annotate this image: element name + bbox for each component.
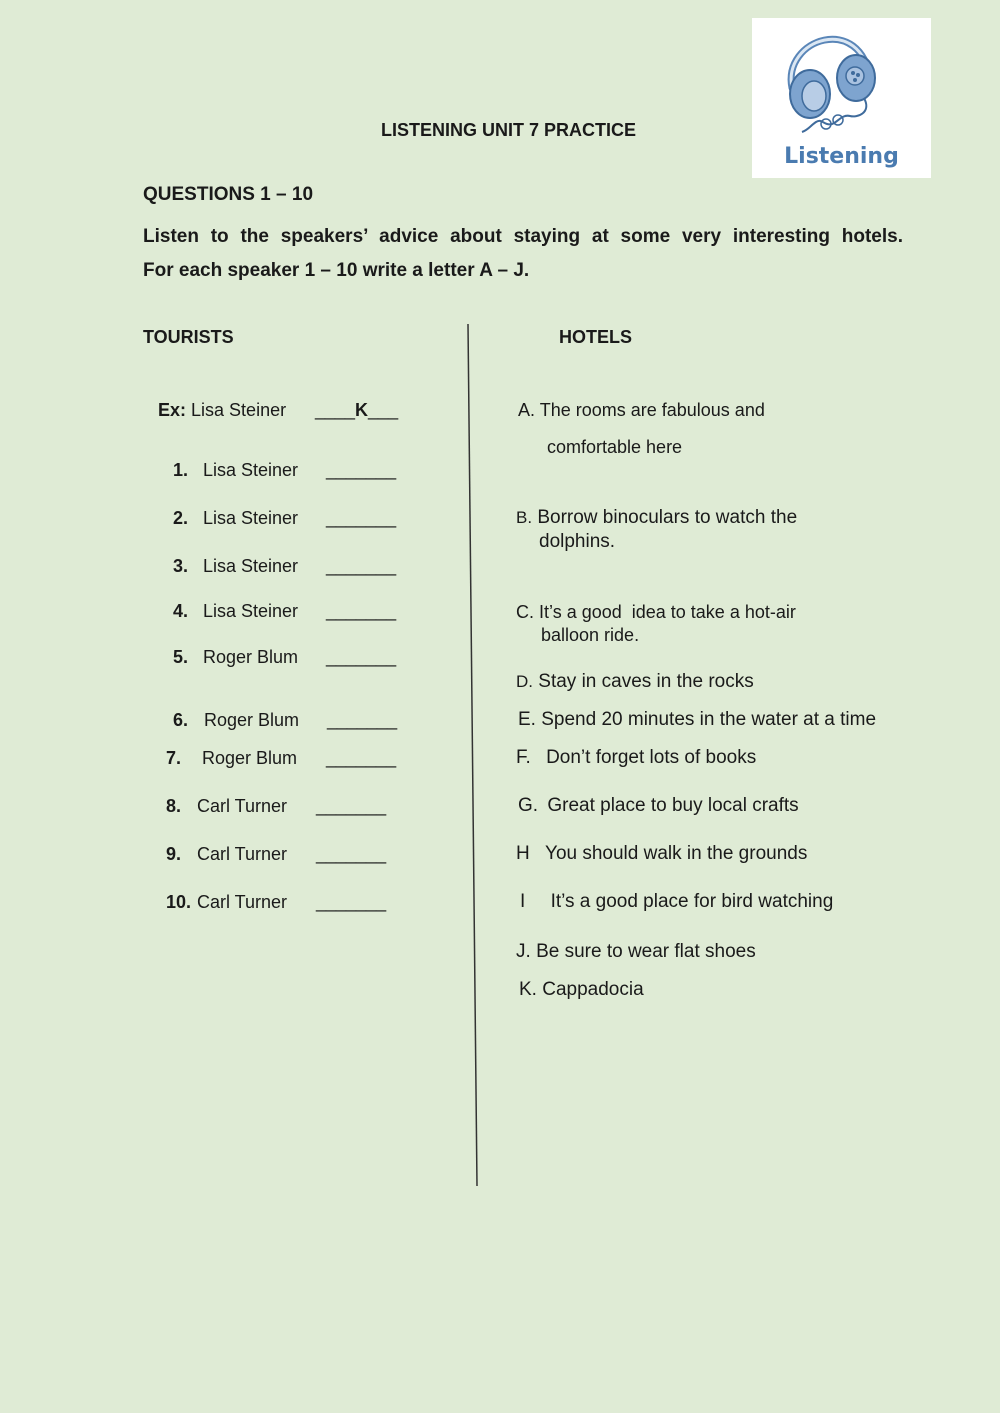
hotel-letter-c: C. — [516, 602, 534, 622]
tourist-num-3: 3. — [173, 556, 189, 576]
hotel-letter-k: K. — [519, 979, 537, 1000]
instructions — [143, 220, 903, 288]
hotel-letter-a: A. — [518, 400, 536, 420]
tourist-num-8: 8. — [166, 796, 182, 816]
hotels-heading: HOTELS — [559, 327, 633, 347]
hotel-text-f: Don’t forget lots of books — [546, 747, 757, 768]
example-name: Lisa Steiner — [191, 400, 287, 420]
hotel-option-g — [518, 795, 799, 817]
hotel-text-i: It’s a good place for bird watching — [550, 891, 834, 912]
tourists-heading: TOURISTS — [143, 327, 234, 347]
column-divider — [466, 324, 478, 1186]
page-title: LISTENING UNIT 7 PRACTICE — [381, 120, 637, 140]
questions-heading: QUESTIONS 1 – 10 — [143, 184, 314, 205]
tourist-name-8: Carl Turner — [197, 796, 288, 816]
tourist-name-5: Roger Blum — [203, 647, 299, 667]
hotel-option-b — [516, 507, 797, 529]
answer-blank-8[interactable]: _______ — [316, 796, 387, 816]
answer-blank-4[interactable]: _______ — [326, 601, 397, 621]
tourist-name-6: Roger Blum — [204, 710, 300, 730]
answer-blank-6[interactable]: _______ — [327, 710, 398, 730]
example-blank-before: ____ — [315, 400, 356, 420]
tourist-name-4: Lisa Steiner — [203, 601, 299, 621]
tourist-num-4: 4. — [173, 601, 189, 621]
example-row — [158, 400, 286, 421]
tourist-name-1: Lisa Steiner — [203, 460, 299, 480]
example-answer: K — [355, 400, 369, 420]
hotel-text-b-line2: dolphins. — [539, 531, 616, 552]
hotel-text-a-line2: comfortable here — [547, 437, 683, 457]
hotel-option-c — [516, 602, 796, 623]
tourist-num-7: 7. — [166, 748, 182, 768]
tourist-num-1: 1. — [173, 460, 189, 480]
answer-blank-10[interactable]: _______ — [316, 892, 387, 912]
hotel-text-c-line2: balloon ride. — [541, 625, 640, 645]
example-label: Ex: — [158, 400, 187, 420]
example-blank-after: ___ — [368, 400, 399, 420]
hotel-text-a: The rooms are fabulous and — [539, 400, 765, 420]
example-answer-field[interactable] — [315, 400, 398, 421]
hotel-letter-f: F. — [516, 747, 531, 768]
tourist-num-10: 10. — [166, 892, 192, 912]
tourist-name-9: Carl Turner — [197, 844, 288, 864]
answer-blank-9[interactable]: _______ — [316, 844, 387, 864]
hotel-letter-b: B. — [516, 508, 533, 527]
answer-blank-5[interactable]: _______ — [326, 647, 397, 667]
hotel-option-a — [518, 400, 765, 421]
instructions-line-1: Listen to the speakers’ advice about staying at some very interesting hotels. — [143, 226, 903, 247]
hotel-option-j — [516, 941, 756, 963]
tourist-name-10: Carl Turner — [197, 892, 288, 912]
headphones-icon — [752, 18, 931, 148]
tourist-num-5: 5. — [173, 647, 189, 667]
instructions-line-2: For each speaker 1 – 10 write a letter A – J. — [143, 260, 530, 281]
tourist-name-7: Roger Blum — [202, 748, 298, 768]
answer-blank-7[interactable]: _______ — [326, 748, 397, 768]
hotel-option-k — [519, 979, 644, 1001]
hotel-letter-d: D. — [516, 672, 533, 691]
tourist-num-6: 6. — [173, 710, 189, 730]
hotel-option-i — [520, 891, 833, 913]
hotel-text-d: Stay in caves in the rocks — [538, 671, 754, 692]
answer-blank-3[interactable]: _______ — [326, 556, 397, 576]
hotel-text-j: Be sure to wear flat shoes — [536, 941, 756, 962]
hotel-letter-i: I — [520, 891, 526, 912]
listening-logo — [752, 18, 931, 178]
answer-blank-2[interactable]: _______ — [326, 508, 397, 528]
answer-blank-1[interactable]: _______ — [326, 460, 397, 480]
hotel-letter-g: G. — [518, 795, 539, 816]
hotel-option-d — [516, 671, 754, 693]
hotel-text-c: It’s a good idea to take a hot-air — [539, 602, 796, 622]
tourist-name-2: Lisa Steiner — [203, 508, 299, 528]
hotel-letter-e: E. — [518, 709, 536, 730]
hotel-text-e: Spend 20 minutes in the water at a time — [541, 709, 877, 730]
hotel-text-k: Cappadocia — [542, 979, 644, 1000]
hotel-option-f — [516, 747, 756, 769]
hotel-text-h: You should walk in the grounds — [545, 843, 808, 864]
logo-text: Listening — [784, 144, 899, 169]
hotel-letter-j: J. — [516, 941, 531, 962]
hotel-option-h — [516, 843, 807, 865]
tourist-name-3: Lisa Steiner — [203, 556, 299, 576]
hotel-option-e — [518, 709, 876, 731]
tourist-num-2: 2. — [173, 508, 189, 528]
hotel-text-b: Borrow binoculars to watch the — [537, 507, 798, 528]
tourist-num-9: 9. — [166, 844, 182, 864]
hotel-letter-h: H — [516, 843, 530, 864]
hotel-text-g: Great place to buy local crafts — [547, 795, 799, 816]
